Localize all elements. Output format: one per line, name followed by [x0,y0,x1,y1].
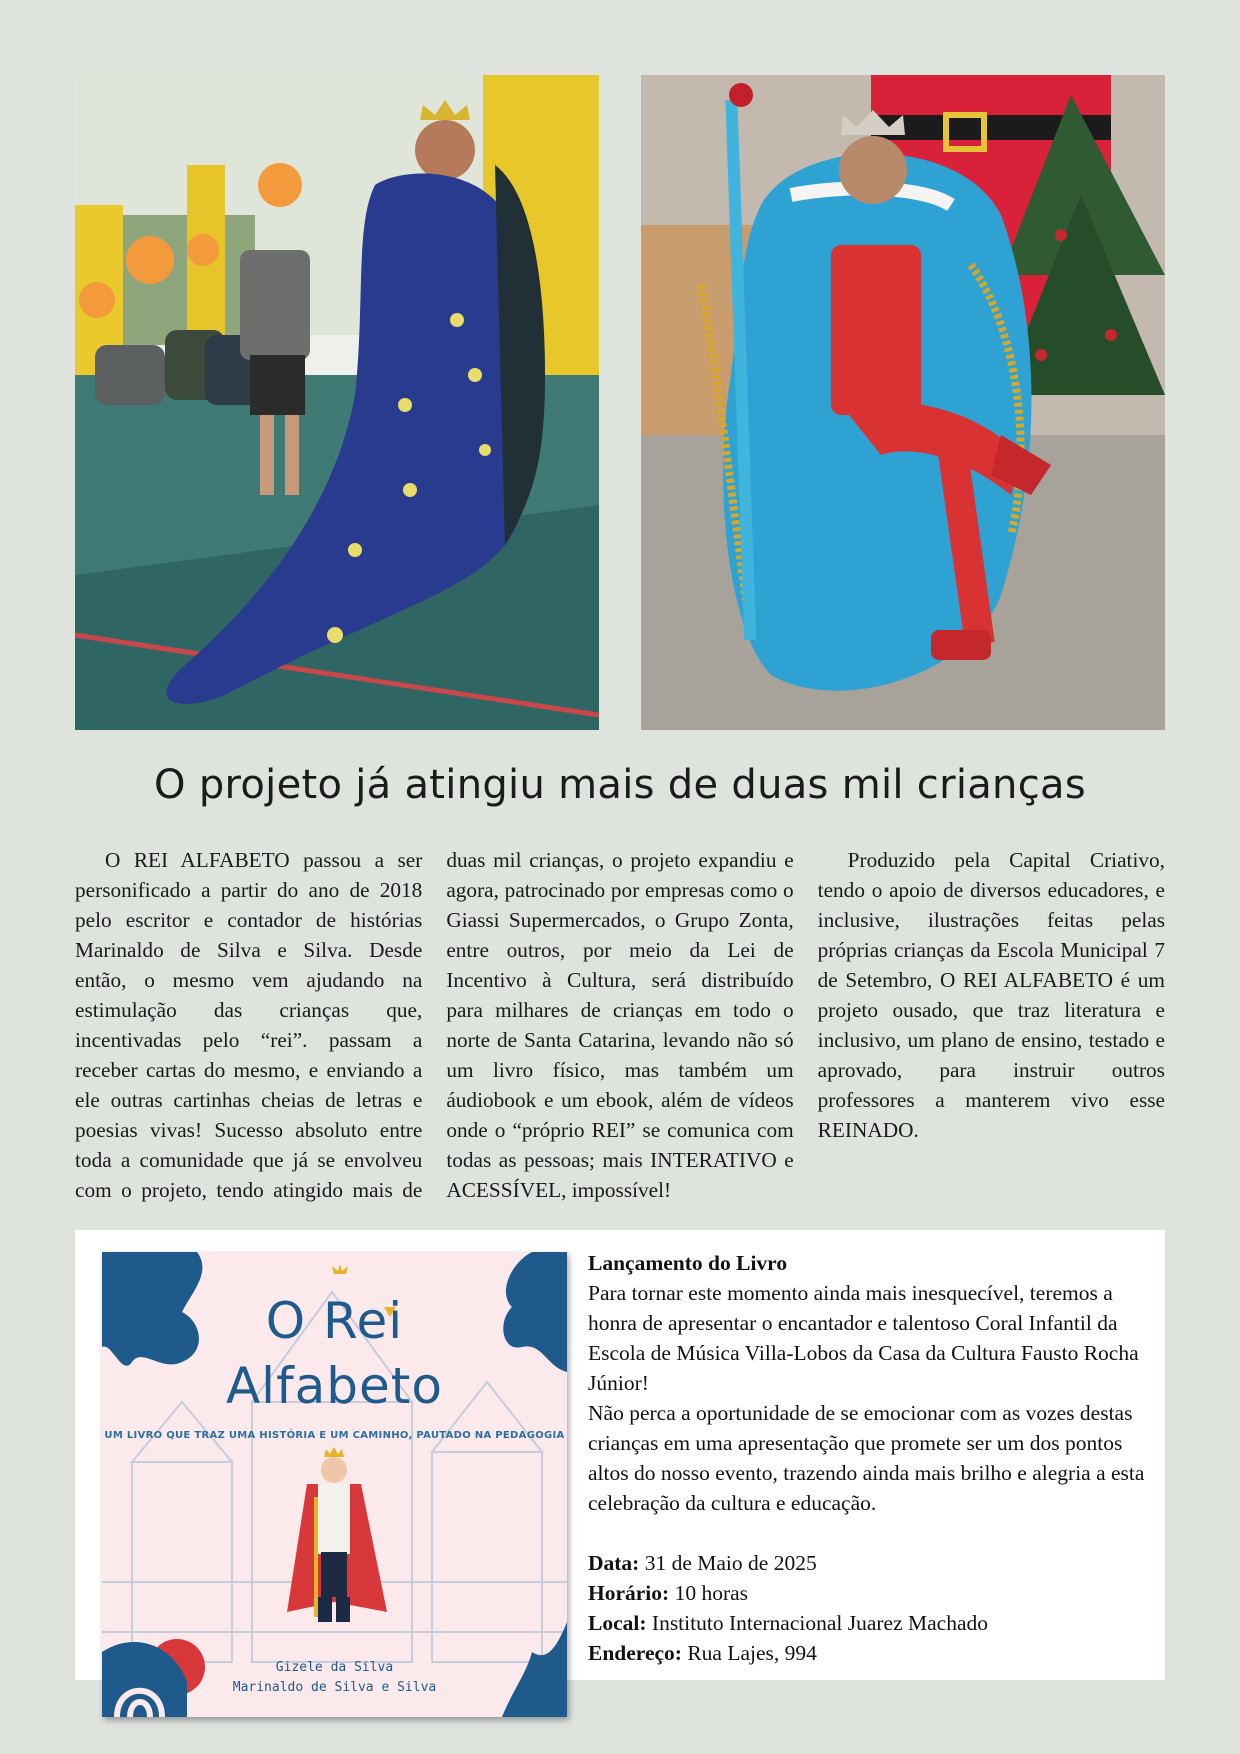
book-cover [102,1252,567,1717]
launch-details [588,1248,1148,1668]
photo-king-throne [641,75,1165,730]
photo-storyteller [75,75,599,730]
launch-paragraph-1: Para tornar este momento ainda mais inesquecível, teremos a honra de apresentar o encantador e talentoso Coral Infantil da Escola de Música Villa-Lobos da Casa da Cultura Fausto Rocha Júnior! [588,1281,1139,1395]
book-cover-author-2: Marinaldo de Silva e Silva [232,1680,437,1695]
article-paragraph-1: O REI ALFABETO passou a ser personificado a partir do ano de 2018 pelo escritor e contador de histórias Marinaldo de Silva e Silva. Desde então, o mesmo vem ajudando na estimulação das crianças que, incentivadas pelo “rei”. passam a receber cartas do mesmo, e enviando a ele outras cartinhas cheias de letras e poesias vivas! Sucesso absoluto entre toda a comunidade que já se envolveu com o projeto, tendo atingido mais de duas mil crianças, o projeto expandiu e agora, patrocinado por empresas como o Giassi Supermercados, o Grupo Zonta, entre outros, por meio da Lei de Incentivo à Cultura, será distribuído para milhares de crianças em todo o norte de Santa Catarina, levando não só um livro físico, mas também um áudiobook e um ebook, além de vídeos onde o “próprio REI” se comunica com todas as pessoas; mais INTERATIVO e ACESSÍVEL, impossível! [75,848,794,1202]
launch-address [588,1638,1148,1668]
launch-time-value: 10 horas [674,1581,749,1605]
photo-king-throne-illustration [641,75,1165,730]
launch-date-value: 31 de Maio de 2025 [644,1551,817,1575]
photo-storyteller-illustration [75,75,599,730]
launch-place [588,1608,1148,1638]
launch-date-label: Data: [588,1551,640,1575]
launch-place-value: Instituto Internacional Juarez Machado [651,1611,989,1635]
article-paragraph-2: Produzido pela Capital Criativo, tendo o apoio de diversos educadores, e inclusive, ilustrações feitas pelas próprias crianças da Escola Municipal 7 de Setembro, O REI ALFABETO é um projeto ousado, que traz literatura e inclusivo, um plano de ensino, testado e aprovado, para instruir outros professores a manterem vivo esse REINADO. [817,848,1165,1142]
launch-paragraph-2: Não perca a oportunidade de se emocionar com as vozes destas crianças em uma apresentação que promete ser um dos pontos altos do nosso evento, trazendo ainda mais brilho e alegria a esta celebração da cultura e educação. [588,1401,1145,1515]
launch-time-label: Horário: [588,1581,670,1605]
headline: O projeto já atingiu mais de duas mil crianças [154,762,1086,808]
launch-spacer [588,1518,1148,1548]
book-cover-subtitle: UM LIVRO QUE TRAZ UMA HISTÓRIA E UM CAMINHO, PAUTADO NA PEDAGOGIA [104,1430,565,1441]
book-cover-title-line-1: O Rei [265,1292,404,1350]
launch-place-label: Local: [588,1611,647,1635]
book-cover-title-line-2: Alfabeto [225,1357,444,1415]
article-body [75,845,1165,1207]
launch-time [588,1578,1148,1608]
launch-address-label: Endereço: [588,1641,682,1665]
launch-date [588,1548,1148,1578]
book-cover-author-1: Gizele da Silva [275,1660,394,1675]
launch-address-value: Rua Lajes, 994 [687,1641,817,1665]
launch-title: Lançamento do Livro [588,1251,788,1275]
